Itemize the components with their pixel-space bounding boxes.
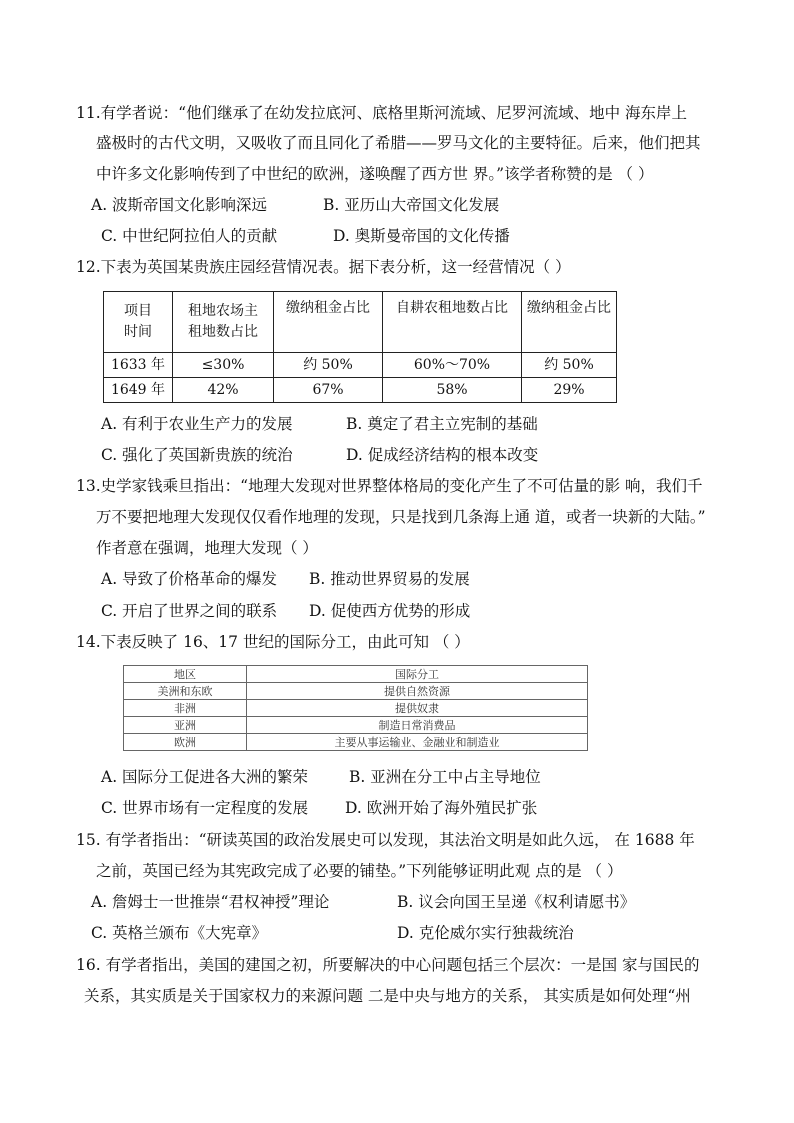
table-header-cell: 地区 bbox=[124, 666, 247, 683]
q15-option-b[interactable]: B. 议会向国王呈递《权利请愿书》 bbox=[397, 893, 636, 911]
q13-option-d[interactable]: D. 促使西方优势的形成 bbox=[309, 602, 471, 620]
table-cell: 约 50% bbox=[274, 353, 383, 378]
q15-line-1: 15. 有学者指出：“研读英国的政治发展史可以发现，其法治文明是如此久远， 在 1688 年 bbox=[76, 831, 695, 849]
division-table bbox=[123, 665, 588, 751]
q12-option-a[interactable]: A. 有利于农业生产力的发展 bbox=[101, 415, 293, 433]
q13-option-b[interactable]: B. 推动世界贸易的发展 bbox=[309, 570, 470, 588]
table-row bbox=[124, 734, 588, 751]
q15-option-a[interactable]: A. 詹姆士一世推崇“君权神授”理论 bbox=[91, 893, 330, 911]
table-cell: 67% bbox=[274, 378, 383, 403]
q11-option-d[interactable]: D. 奥斯曼帝国的文化传播 bbox=[333, 227, 510, 245]
q14-line-1: 14.下表反映了 16、17 世纪的国际分工，由此可知 （ ） bbox=[76, 633, 470, 651]
table-cell: 1649 年 bbox=[104, 378, 173, 403]
table-cell: 60%～70% bbox=[383, 353, 522, 378]
q12-option-b[interactable]: B. 奠定了君主立宪制的基础 bbox=[346, 415, 538, 433]
table-header-cell: 项目 时间 bbox=[104, 292, 173, 353]
table-header-cell: 国际分工 bbox=[247, 666, 588, 683]
q14-option-b[interactable]: B. 亚洲在分工中占主导地位 bbox=[349, 768, 541, 786]
q14-option-d[interactable]: D. 欧洲开始了海外殖民扩张 bbox=[345, 799, 538, 817]
table-cell: 欧洲 bbox=[124, 734, 247, 751]
table-header-cell: 缴纳租金占比 bbox=[522, 292, 617, 353]
table-header-cell: 自耕农租地数占比 bbox=[383, 292, 522, 353]
q16-line-2: 关系，其实质是关于国家权力的来源问题 二是中央与地方的关系， 其实质是如何处理“州 bbox=[84, 987, 691, 1005]
table-row bbox=[104, 353, 617, 378]
q15-option-c[interactable]: C. 英格兰颁布《大宪章》 bbox=[91, 924, 268, 942]
table-header-cell: 租地农场主 租地数占比 bbox=[173, 292, 274, 353]
q12-option-d[interactable]: D. 促成经济结构的根本改变 bbox=[346, 446, 539, 464]
table-cell: 提供奴隶 bbox=[247, 700, 588, 717]
q15-line-2: 之前，英国已经为其宪政完成了必要的铺垫。”下列能够证明此观 点的是 （ ） bbox=[96, 862, 623, 880]
table-row bbox=[104, 378, 617, 403]
q12-line-1: 12.下表为英国某贵族庄园经营情况表。据下表分析，这一经营情况（ ） bbox=[76, 258, 571, 276]
estate-table bbox=[103, 291, 617, 403]
table-cell: 美洲和东欧 bbox=[124, 683, 247, 700]
q16-line-1: 16. 有学者指出，美国的建国之初，所要解决的中心问题包括三个层次：一是国 家与国民的 bbox=[76, 956, 700, 974]
table-cell: 约 50% bbox=[522, 353, 617, 378]
table-cell: 制造日常消费品 bbox=[247, 717, 588, 734]
q13-line-1: 13.史学家钱乘旦指出：“地理大发现对世界整体格局的变化产生了不可估量的影 响，我们千 bbox=[76, 477, 703, 495]
q13-line-3: 作者意在强调，地理大发现（ ） bbox=[96, 539, 318, 557]
q11-line-3: 中许多文化影响传到了中世纪的欧洲，遂唤醒了西方世 界。”该学者称赞的是 （ ） bbox=[96, 165, 654, 183]
table-cell: ≤30% bbox=[173, 353, 274, 378]
q11-line-2: 盛极时的古代文明，又吸收了而且同化了希腊——罗马文化的主要特征。后来，他们把其 bbox=[96, 134, 701, 152]
table-cell: 58% bbox=[383, 378, 522, 403]
table-cell: 非洲 bbox=[124, 700, 247, 717]
table-cell: 亚洲 bbox=[124, 717, 247, 734]
q12-option-c[interactable]: C. 强化了英国新贵族的统治 bbox=[101, 446, 293, 464]
table-row bbox=[124, 700, 588, 717]
q14-option-a[interactable]: A. 国际分工促进各大洲的繁荣 bbox=[101, 768, 309, 786]
q13-line-2: 万不要把地理大发现仅仅看作地理的发现，只是找到几条海上通 道，或者一块新的大陆。” bbox=[96, 508, 706, 526]
table-row bbox=[124, 717, 588, 734]
table-header-cell: 缴纳租金占比 bbox=[274, 292, 383, 353]
q13-option-a[interactable]: A. 导致了价格革命的爆发 bbox=[101, 570, 278, 588]
table-cell: 主要从事运输业、金融业和制造业 bbox=[247, 734, 588, 751]
table-header-row bbox=[124, 666, 588, 683]
q15-option-d[interactable]: D. 克伦威尔实行独裁统治 bbox=[397, 924, 574, 942]
q11-line-1: 11.有学者说：“他们继承了在幼发拉底河、底格里斯河流域、尼罗河流域、地中 海东岸上 bbox=[76, 104, 688, 122]
q11-option-a[interactable]: A. 波斯帝国文化影响深远 bbox=[91, 196, 268, 214]
table-cell: 1633 年 bbox=[104, 353, 173, 378]
q11-option-c[interactable]: C. 中世纪阿拉伯人的贡献 bbox=[101, 227, 278, 245]
q13-option-c[interactable]: C. 开启了世界之间的联系 bbox=[101, 602, 278, 620]
table-row bbox=[124, 683, 588, 700]
table-cell: 29% bbox=[522, 378, 617, 403]
q14-option-c[interactable]: C. 世界市场有一定程度的发展 bbox=[101, 799, 309, 817]
table-cell: 42% bbox=[173, 378, 274, 403]
table-cell: 提供自然资源 bbox=[247, 683, 588, 700]
q11-option-b[interactable]: B. 亚历山大帝国文化发展 bbox=[323, 196, 500, 214]
